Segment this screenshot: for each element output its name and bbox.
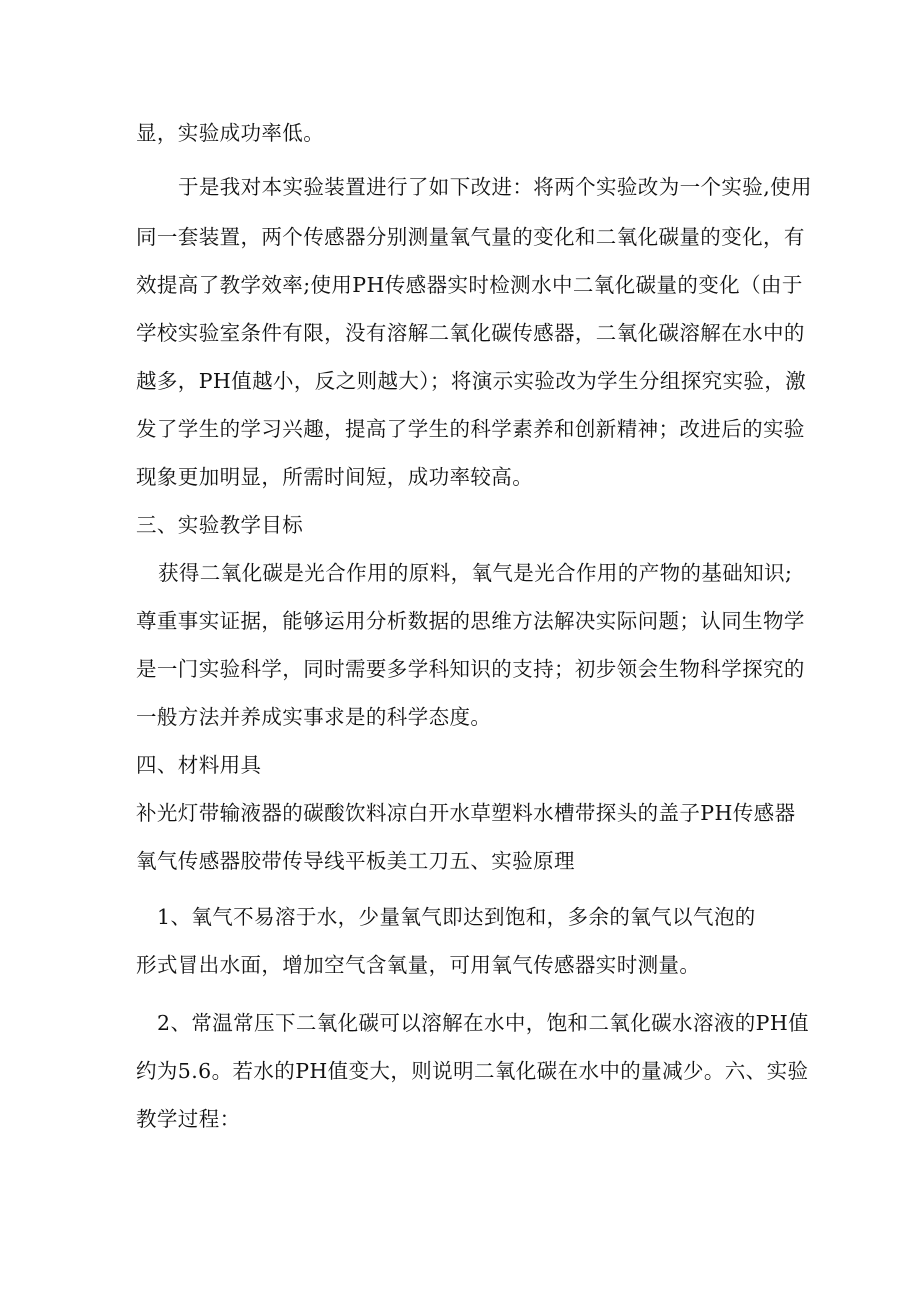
text-line: 现象更加明显，所需时间短，成功率较高。 (136, 465, 534, 489)
materials-list-continued: 氧气传感器胶带传导线平板美工刀五、实验原理 (136, 849, 575, 873)
text-line: 约为5.6。若水的PH值变大，则说明二氧化碳在水中的量减少。六、实验 (136, 1059, 809, 1083)
text-line: 显，实验成功率低。 (136, 121, 325, 145)
principle-item-2: 2、常温常压下二氧化碳可以溶解在水中，饱和二氧化碳水溶液的PH值 (157, 1011, 810, 1035)
text-line: 尊重事实证据，能够运用分析数据的思维方法解决实际问题；认同生物学 (136, 609, 805, 633)
paragraph-goals-start: 获得二氧化碳是光合作用的原料，氧气是光合作用的产物的基础知识; (158, 561, 793, 585)
paragraph-improvement-start: 于是我对本实验装置进行了如下改进：将两个实验改为一个实验,使用 (178, 175, 812, 199)
section-heading-materials: 四、材料用具 (136, 753, 262, 777)
text-line: 同一套装置，两个传感器分别测量氧气量的变化和二氧化碳量的变化，有 (136, 225, 805, 249)
text-line: 是一门实验科学，同时需要多学科知识的支持；初步领会生物科学探究的 (136, 657, 805, 681)
text-line: 发了学生的学习兴趣，提高了学生的科学素养和创新精神；改进后的实验 (136, 417, 805, 441)
section-heading-teaching-goals: 三、实验教学目标 (136, 513, 304, 537)
text-line: 一般方法并养成实事求是的科学态度。 (136, 705, 492, 729)
text-line: 教学过程： (136, 1107, 241, 1131)
text-line: 学校实验室条件有限，没有溶解二氧化碳传感器，二氧化碳溶解在水中的 (136, 321, 805, 345)
text-line: 越多，PH值越小，反之则越大）；将演示实验改为学生分组探究实验，激 (136, 369, 807, 393)
materials-list: 补光灯带输液器的碳酸饮料凉白开水草塑料水槽带探头的盖子PH传感器 (136, 801, 796, 825)
text-line: 效提高了教学效率;使用PH传感器实时检测水中二氧化碳量的变化（由于 (136, 273, 803, 297)
text-line: 形式冒出水面，增加空气含氧量，可用氧气传感器实时测量。 (136, 953, 701, 977)
principle-item-1: 1、氧气不易溶于水，少量氧气即达到饱和，多余的氧气以气泡的 (157, 905, 756, 929)
